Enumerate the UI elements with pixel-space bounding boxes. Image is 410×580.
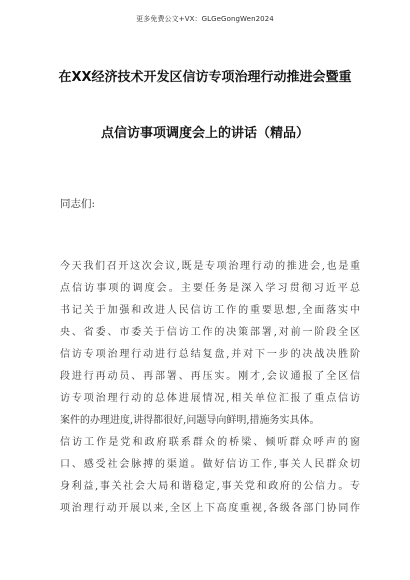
paragraph-line: 段进行再动员、再部署、再压实。刚才,会议通报了全区信 <box>60 371 360 382</box>
paragraph-line: 书记关于加强和改进人民信访工作的重要思想,全面落实中 <box>60 305 360 316</box>
paragraph-line: 信访工作是党和政府联系群众的桥梁、倾听群众呼声的窗 <box>60 437 360 448</box>
document-title-line-2: 点信访事项调度会上的讲话（精品） <box>100 126 309 141</box>
greeting: 同志们: <box>60 198 96 210</box>
paragraph-line: 央、省委、市委关于信访工作的决策部署,对前一阶段全区 <box>60 327 360 338</box>
paragraph-line: 口、感受社会脉搏的渠道。做好信访工作,事关人民群众切 <box>60 459 360 470</box>
paragraph-line: 项治理行动开展以来,全区上下高度重视,各级各部门协同作 <box>60 503 360 514</box>
paragraph-2 <box>60 432 360 520</box>
header-note: 更多免费公文+VX：GLGeGongWen2024 <box>136 15 274 23</box>
paragraph-line: 点信访事项的调度会。主要任务是深入学习贯彻习近平总 <box>60 283 360 294</box>
paragraph-line: 今天我们召开这次会议,既是专项治理行动的推进会,也是重 <box>60 261 360 272</box>
paragraph-1 <box>60 256 360 432</box>
paragraph-line: 访专项治理行动的总体进展情况,相关单位汇报了重点信访 <box>60 393 360 404</box>
document-title-line-1: 在XX经济技术开发区信访专项治理行动推进会暨重 <box>58 70 352 85</box>
paragraph-line: 身利益,事关社会大局和谐稳定,事关党和政府的公信力。专 <box>60 481 360 492</box>
paragraph-line: 信访专项治理行动进行总结复盘,并对下一步的决战决胜阶 <box>60 349 360 360</box>
paragraph-line: 案件的办理进度,讲得都很好,问题导向鲜明,措施务实具体。 <box>60 415 320 426</box>
